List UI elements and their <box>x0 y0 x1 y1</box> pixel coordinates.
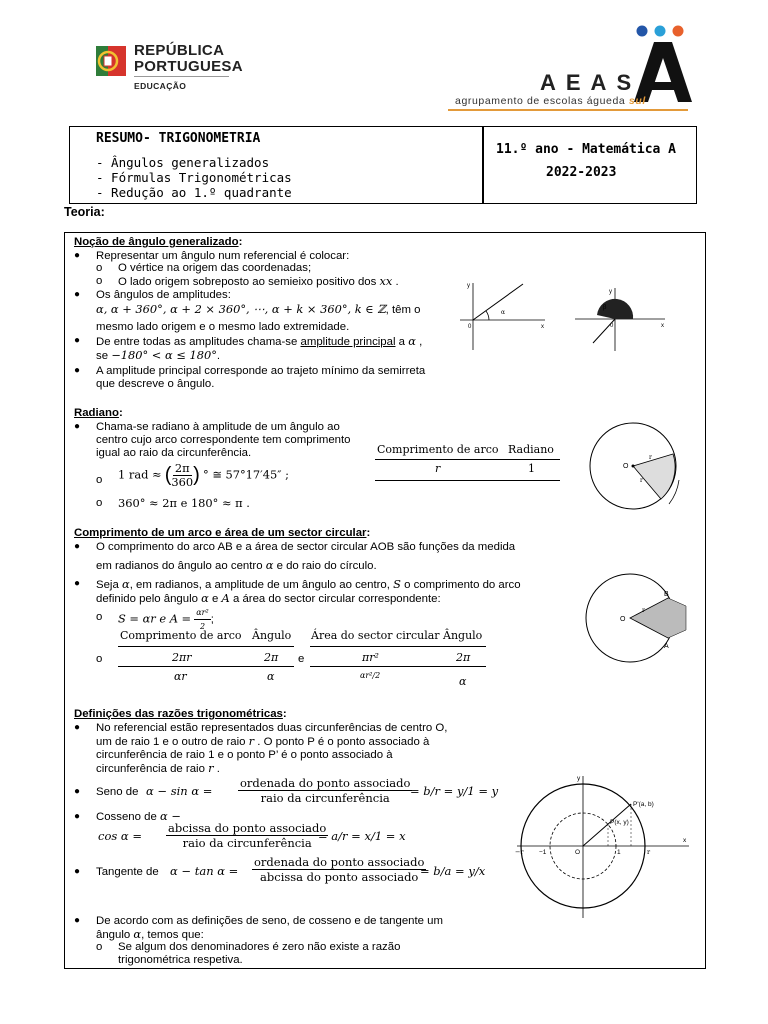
bullet-icon: ● <box>74 541 81 552</box>
angle-bullet-1: Representar um ângulo num referencial é colocar: <box>96 250 350 262</box>
tangent-fraction <box>252 855 426 884</box>
heading-text: Radiano <box>74 407 119 419</box>
heading-colon: : <box>366 527 371 539</box>
definitions-bullet-2 <box>96 915 456 942</box>
bullet-icon: ● <box>74 421 81 432</box>
tangent-lhs: α − tan α = <box>170 864 239 878</box>
fig3-r1-label: r <box>649 454 652 461</box>
title-divider <box>482 126 484 204</box>
denominator: raio da circunferência <box>260 791 390 805</box>
fig5-p-label: P(x, y) <box>610 819 629 826</box>
republic-line-3: EDUCAÇÃO <box>134 81 187 91</box>
text: ; <box>210 613 214 626</box>
radian-formula-1 <box>118 462 289 489</box>
text: No referencial estão representados duas circunferências de centro O, um de raio 1 e o outro de raio <box>96 722 448 748</box>
section-heading-definitions <box>74 708 287 721</box>
section-heading-angle <box>74 236 242 249</box>
arc-table2-r1c2: 2π <box>456 651 471 664</box>
fig4-a-label: A <box>664 643 669 650</box>
arc-table1-rule <box>118 666 294 667</box>
topic-item: - Fórmulas Trigonométricas <box>96 170 292 185</box>
math-r: r <box>248 734 255 748</box>
text: . <box>216 350 221 362</box>
cosine-fraction <box>166 821 328 850</box>
paren-open: ( <box>164 464 172 486</box>
text: a área do sector circular correspondente: <box>232 593 441 605</box>
angle-figure-negative <box>570 285 670 353</box>
angle-bullet-2-cont: mesmo lado origem e o mesmo lado extremidade. <box>96 321 350 333</box>
header-rule <box>134 76 229 77</box>
circle-bullet-icon: o <box>96 497 103 509</box>
circle-bullet-icon: o <box>96 275 103 287</box>
arc-tables-and: e <box>298 653 305 665</box>
text: , têm o <box>385 304 421 316</box>
arc-table1-r1c2: 2π <box>264 651 279 664</box>
fraction <box>252 855 426 884</box>
fig4-r-label: r <box>642 607 645 614</box>
section-heading-arc <box>74 527 370 540</box>
fraction <box>238 776 412 805</box>
republic-line-1: REPÚBLICA <box>134 42 225 59</box>
text: , <box>419 336 423 348</box>
denominator: 360 <box>171 475 194 489</box>
radian-table-h2: Radiano <box>508 443 554 456</box>
text: . <box>395 276 399 288</box>
school-name-text: agrupamento de escolas águeda <box>455 95 626 107</box>
arc-table2-h2: Ângulo <box>443 629 483 642</box>
fig5-minus-r-label: −r <box>515 848 524 856</box>
circle-bullet-icon: o <box>96 941 103 953</box>
tangent-rhs: = b/a = y/x <box>420 864 486 878</box>
school-year: 2022-2023 <box>546 165 617 180</box>
text: o comprimento do arco <box>404 579 521 591</box>
grade-label: 11.º ano - Matemática A <box>496 142 677 157</box>
text: . O ponto P é o ponto associado à circunferência de raio 1 e o ponto P’ é o ponto associado à circunferência de raio <box>96 736 430 775</box>
fig1-y-label: y <box>467 283 470 289</box>
math-alpha: α <box>265 558 274 572</box>
math-text: 1 rad ≈ <box>118 467 162 482</box>
fig2-y-label: y <box>609 289 612 295</box>
arc-table2-rule <box>310 666 486 667</box>
arc-bullet-2b <box>96 592 441 606</box>
denominator: 2 <box>199 622 206 631</box>
fig5-pprime-label: P'(a, b) <box>633 801 654 808</box>
text: em radianos do ângulo ao centro <box>96 560 263 572</box>
arc-table1-rule <box>118 646 294 647</box>
bullet-icon: ● <box>74 289 81 300</box>
text: se <box>96 350 109 362</box>
unit-circle-figure <box>513 772 693 920</box>
text: e <box>212 593 219 605</box>
topic-item: - Redução ao 1.º quadrante <box>96 185 292 200</box>
bullet-icon: ● <box>74 365 81 376</box>
math-alpha: α <box>201 591 209 605</box>
arc-bullet-1a: O comprimento do arco AB e a área de sector circular AOB são funções da medida <box>96 541 516 553</box>
text: O lado origem sobreposto ao semieixo positivo dos <box>118 276 377 288</box>
angle-amplitudes <box>96 303 420 317</box>
fig4-b-label: B <box>664 591 669 598</box>
arc-table1-r1c1: 2πr <box>172 651 192 664</box>
math-amplitudes: α, α + 360°, α + 2 × 360°, ⋯, α + k × 360°, k ∈ ℤ <box>96 302 386 316</box>
math-text: ° ≅ 57°17′45″ ; <box>203 467 289 482</box>
math-alpha: α − <box>159 809 181 823</box>
fig1-x-label: x <box>541 324 544 330</box>
arc-table2-h1: Área do sector circular <box>311 629 440 642</box>
text: Cosseno de <box>96 811 157 823</box>
math-a: A <box>221 591 230 605</box>
fig2-x-label: x <box>661 323 664 329</box>
circle-bullet-icon: o <box>96 653 103 665</box>
fig4-origin-label: O <box>620 616 626 623</box>
school-tag: sul <box>628 95 646 107</box>
school-name <box>455 95 646 107</box>
arc-table2-r1c1: πr² <box>362 651 379 664</box>
angle-sub-2 <box>118 275 399 289</box>
sine-label: Seno de <box>96 786 139 798</box>
topic-list <box>96 155 292 200</box>
sine-fraction <box>238 776 412 805</box>
fig5-origin-label: O <box>575 849 581 856</box>
text: , temos que: <box>141 929 204 941</box>
heading-text: Comprimento de um arco e área de um sector circular <box>74 527 367 539</box>
bullet-icon: ● <box>74 786 81 797</box>
arc-table2-r2c1: αr²/2 <box>360 671 381 680</box>
principal-amplitude-term: amplitude principal <box>300 336 396 348</box>
text: De entre todas as amplitudes chama-se <box>96 336 298 348</box>
angle-figure-positive <box>455 278 550 356</box>
text: a <box>398 336 406 348</box>
numerator: αr² <box>194 606 210 620</box>
arc-table1-r2c2: α <box>267 670 275 683</box>
fig5-x-label: x <box>683 837 687 844</box>
radian-table-rule <box>375 480 560 481</box>
angle-bullet-2: Os ângulos de amplitudes: <box>96 289 231 301</box>
arc-table2-rule <box>310 646 486 647</box>
numerator: abcissa do ponto associado <box>168 821 327 835</box>
bullet-icon: ● <box>74 578 81 589</box>
radian-bullet-1: Chama-se radiano à amplitude de um ângulo ao centro cujo arco correspondente tem comprimento igual ao raio da circunferência. <box>96 421 351 459</box>
republic-line-2: PORTUGUESA <box>134 58 243 75</box>
bullet-icon: ● <box>74 335 81 346</box>
sector-circle-figure <box>582 570 692 666</box>
bullet-icon: ● <box>74 866 81 877</box>
sine-lhs: α − sin α = <box>146 784 213 798</box>
fig5-r-label: r <box>647 848 651 856</box>
arc-table1-r2c1: αr <box>174 670 187 683</box>
text: , em radianos, a amplitude de um ângulo ao centro, <box>129 579 390 591</box>
text: e do raio do círculo. <box>276 560 377 572</box>
bullet-icon: ● <box>74 250 81 261</box>
arc-table2-r2c2: α <box>459 675 467 688</box>
math-xx: xx <box>379 274 393 288</box>
heading-text: Noção de ângulo generalizado <box>74 236 239 248</box>
text: De acordo com as definições de seno, de cosseno e de tangente um ângulo <box>96 915 444 941</box>
heading-colon: : <box>282 708 287 720</box>
bullet-icon: ● <box>74 811 81 822</box>
fig3-origin-label: O <box>623 463 629 470</box>
math-s: S <box>393 577 401 591</box>
arc-bullet-1b <box>96 559 377 573</box>
tangent-label: Tangente de <box>96 866 159 878</box>
radian-table-h1: Comprimento de arco <box>377 443 499 456</box>
arc-table1-h1: Comprimento de arco <box>120 629 242 642</box>
summary-title: RESUMO- TRIGONOMETRIA <box>96 131 261 146</box>
radian-table-v1: r <box>435 462 441 475</box>
definitions-bullet-1 <box>96 722 448 776</box>
cosine-lhs: cos α = <box>98 829 142 843</box>
radian-formula-2: 360° ≈ 2π e 180° ≈ π . <box>118 496 250 510</box>
circle-bullet-icon: o <box>96 611 103 623</box>
fig5-y-label: y <box>577 775 581 782</box>
angle-bullet-3-cont <box>96 349 220 363</box>
bullet-icon: ● <box>74 722 81 733</box>
radian-table-v2: 1 <box>528 462 535 475</box>
radian-circle-figure <box>585 420 691 520</box>
cosine-rhs: = a/r = x/1 = x <box>318 829 406 843</box>
numerator: ordenada do ponto associado <box>240 776 411 790</box>
school-acronym: AEAS <box>540 70 642 95</box>
math-range: −180° < α ≤ 180° <box>111 348 217 362</box>
math-r: r <box>208 761 214 775</box>
portuguese-republic-emblem <box>94 40 128 82</box>
radian-table-rule <box>375 459 560 460</box>
text: Seja <box>96 579 119 591</box>
angle-bullet-4: A amplitude principal corresponde ao trajeto mínimo da semirreta que descreve o ângulo. <box>96 365 426 390</box>
denominator: raio da circunferência <box>182 836 312 850</box>
fig5-one-label: 1 <box>617 849 621 856</box>
heading-text: Definições das razões trigonométricas <box>74 708 283 720</box>
arc-bullet-2a <box>96 578 521 592</box>
denominator: abcissa do ponto associado <box>260 870 419 884</box>
circle-bullet-icon: o <box>96 474 103 486</box>
fig1-origin-label: 0 <box>468 324 472 330</box>
math-alpha: α <box>408 334 416 348</box>
fig3-r2-label: r <box>640 477 643 484</box>
fraction <box>171 462 193 489</box>
bullet-icon: ● <box>74 915 81 926</box>
theory-label: Teoria: <box>64 205 105 219</box>
sine-rhs: = b/r = y/1 = y <box>410 784 499 798</box>
math-alpha: α <box>121 577 130 591</box>
numerator: ordenada do ponto associado <box>254 855 425 869</box>
fig5-minus-one-label: −1 <box>539 849 547 856</box>
definitions-sub-1: Se algum dos denominadores é zero não existe a razão trigonométrica respetiva. <box>118 941 401 966</box>
fig2-origin-label: 0 <box>610 323 614 329</box>
angle-sub-1: O vértice na origem das coordenadas; <box>118 262 312 274</box>
math-alpha: α <box>133 927 142 941</box>
angle-bullet-3 <box>96 335 422 349</box>
fraction <box>166 821 328 850</box>
heading-colon: : <box>238 236 243 248</box>
fig1-alpha-label: α <box>501 309 506 316</box>
arc-table1-h2: Ângulo <box>252 629 292 642</box>
math-text: S = αr e A = <box>118 611 192 626</box>
text: definido pelo ângulo <box>96 593 198 605</box>
text: . <box>216 763 220 775</box>
paren-close: ) <box>193 464 200 486</box>
section-heading-radian <box>74 407 123 420</box>
circle-bullet-icon: o <box>96 262 103 274</box>
fig2-beta-label: β <box>603 304 607 311</box>
header-accent-line <box>448 109 688 111</box>
numerator: 2π <box>174 461 190 475</box>
heading-colon: : <box>118 407 123 419</box>
topic-item: - Ângulos generalizados <box>96 155 270 170</box>
